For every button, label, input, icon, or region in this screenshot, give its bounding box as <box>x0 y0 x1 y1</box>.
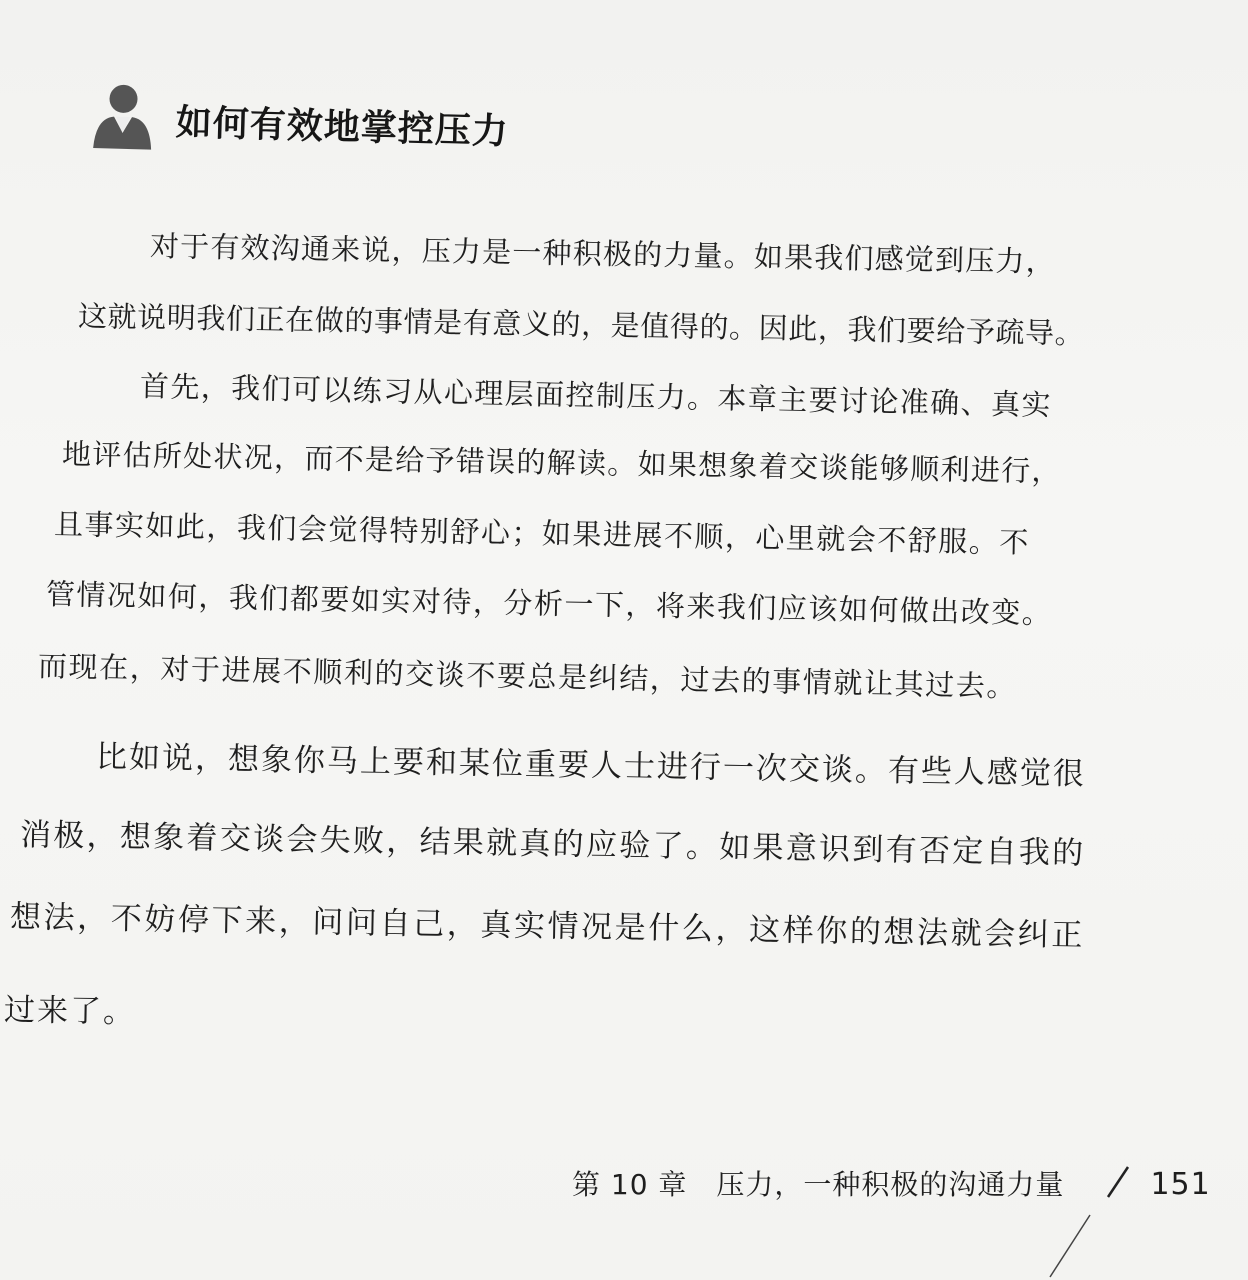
text-line: 过来了。 <box>3 992 137 1031</box>
text-line: 管情况如何，我们都要如实对待，分析一下，将来我们应该如何做出改变。 <box>45 577 1053 631</box>
text-line: 地评估所处状况，而不是给予错误的解读。如果想象着交谈能够顺利进行， <box>61 437 1063 489</box>
page-number: 151 <box>1150 1167 1211 1202</box>
text-line: 想法，不妨停下来，问问自己，真实情况是什么，这样你的想法就会纠正 <box>9 899 1086 954</box>
section-heading <box>91 82 510 164</box>
section-title: 如何有效地掌控压力 <box>175 100 510 153</box>
text-line: 消极，想象着交谈会失败，结果就真的应验了。如果意识到有否定自我的 <box>19 817 1086 872</box>
text-line: 首先，我们可以练习从心理层面控制压力。本章主要讨论准确、真实 <box>139 369 1053 423</box>
footer-divider-slash <box>1030 1155 1150 1280</box>
text-line: 比如说，想象你马上要和某位重要人士进行一次交谈。有些人感觉很 <box>95 739 1087 793</box>
chapter-running-title: 第 10 章 压力，一种积极的沟通力量 <box>572 1168 1065 1201</box>
text-line: 这就说明我们正在做的事情是有意义的，是值得的。因此，我们要给予疏导。 <box>77 299 1085 351</box>
text-line: 而现在，对于进展不顺利的交谈不要总是纠结，过去的事情就让其过去。 <box>37 649 1018 704</box>
person-icon <box>91 82 155 154</box>
text-line: 且事实如此，我们会觉得特别舒心；如果进展不顺，心里就会不舒服。不 <box>53 507 1031 560</box>
text-line: 对于有效沟通来说，压力是一种积极的力量。如果我们感觉到压力， <box>149 229 1057 279</box>
